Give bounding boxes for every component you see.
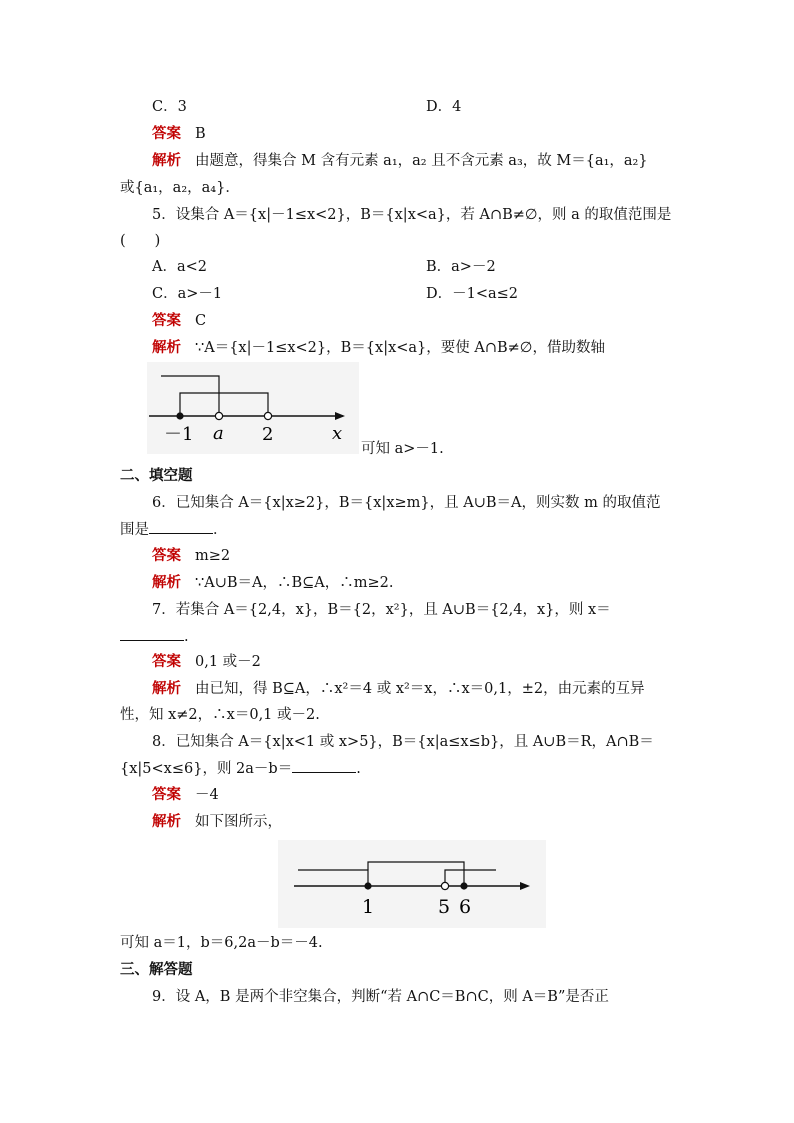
analysis-label: 解析 xyxy=(152,340,181,356)
answer-value: C xyxy=(195,313,207,329)
answer-value: －4 xyxy=(195,787,219,803)
label-two: 2 xyxy=(262,424,274,445)
answer-label: 答案 xyxy=(152,654,181,670)
answer-label: 答案 xyxy=(152,126,181,142)
point-minus-one-closed xyxy=(176,412,183,419)
analysis-label: 解析 xyxy=(152,681,181,697)
q6-stem-end: ． xyxy=(213,522,228,538)
q6-answer-blank xyxy=(149,519,213,534)
q4-answer xyxy=(152,124,676,144)
analysis-text: 如下图所示， xyxy=(195,814,282,830)
label-minus-one: －1 xyxy=(164,424,194,445)
q5-stem-paren: ( ) xyxy=(120,233,161,249)
q4-option-d: D．4 xyxy=(426,99,462,115)
q5-answer xyxy=(152,311,676,331)
point-five-open xyxy=(441,882,448,889)
analysis-label: 解析 xyxy=(152,814,181,830)
analysis-text: 由已知，得 B⊆A，∴x²＝4 或 x²＝x，∴x＝0,1，±2，由元素的互异 xyxy=(195,681,645,697)
answer-label: 答案 xyxy=(152,548,181,564)
q6-stem-cont xyxy=(120,519,676,540)
q8-answer xyxy=(152,785,676,805)
q8-analysis xyxy=(152,812,676,832)
q7-answer xyxy=(152,652,676,672)
q5-analysis xyxy=(152,338,676,358)
label-x: x xyxy=(332,423,343,444)
q7-stem-end: . xyxy=(184,629,189,645)
q5-options-row2 xyxy=(152,284,676,304)
answer-value: 0,1 或－2 xyxy=(195,654,261,670)
label-a: a xyxy=(213,423,224,444)
q6-stem-text: 围是 xyxy=(120,522,149,538)
q4-option-c: C．3 xyxy=(152,99,187,115)
q4-options-row xyxy=(152,97,676,117)
q5-option-d: D．－1<a≤2 xyxy=(426,286,519,302)
answer-label: 答案 xyxy=(152,313,181,329)
label-one: 1 xyxy=(362,896,375,918)
q5-option-b: B．a>－2 xyxy=(426,259,496,275)
q7-stem-cont xyxy=(120,626,676,647)
q8-number-line-figure xyxy=(278,840,546,928)
q5-options-row1 xyxy=(152,257,676,277)
q8-answer-blank xyxy=(292,758,356,773)
q6-answer xyxy=(152,546,676,566)
point-one-closed xyxy=(364,882,371,889)
q7-stem: 7．若集合 A＝{2,4，x}，B＝{2，x²}，且 A∪B＝{2,4，x}，则 x＝ xyxy=(152,602,611,618)
q5-stem: 5．设集合 A＝{x|－1≤x<2}，B＝{x|x<a}，若 A∩B≠∅，则 a 的取值范围是 xyxy=(152,207,672,223)
q5-option-c: C．a>－1 xyxy=(152,286,223,302)
analysis-text: ∵A∪B＝A，∴B⊆A，∴m≥2. xyxy=(195,575,394,591)
q8-stem-end: . xyxy=(356,761,361,777)
label-six: 6 xyxy=(459,896,472,918)
figure-background xyxy=(278,840,546,928)
label-five: 5 xyxy=(438,896,451,918)
q6-stem: 6．已知集合 A＝{x|x≥2}，B＝{x|x≥m}，且 A∪B＝A，则实数 m 的取值范 xyxy=(152,495,661,511)
q7-analysis-cont: 性，知 x≠2，∴x＝0,1 或－2. xyxy=(120,707,320,723)
point-six-closed xyxy=(460,882,467,889)
q8-stem-cont xyxy=(120,758,676,779)
analysis-label: 解析 xyxy=(152,575,181,591)
q7-answer-blank xyxy=(120,626,184,641)
section-title-fill-in: 二、填空题 xyxy=(120,468,193,484)
q8-stem-text: {x|5<x≤6}，则 2a－b＝ xyxy=(120,761,293,777)
answer-value: B xyxy=(195,126,206,142)
q9-stem: 9．设 A，B 是两个非空集合，判断“若 A∩C＝B∩C，则 A＝B”是否正 xyxy=(152,989,609,1005)
section-title-solutions: 三、解答题 xyxy=(120,962,193,978)
analysis-text: ∵A＝{x|－1≤x<2}，B＝{x|x<a}，要使 A∩B≠∅，借助数轴 xyxy=(195,340,605,356)
q7-analysis xyxy=(152,679,676,699)
answer-value: m≥2 xyxy=(195,548,231,564)
point-two-open xyxy=(264,412,271,419)
point-a-open xyxy=(215,412,222,419)
q8-conclusion: 可知 a＝1，b＝6,2a－b＝－4. xyxy=(120,935,323,951)
q8-stem: 8．已知集合 A＝{x|x<1 或 x>5}，B＝{x|a≤x≤b}，且 A∪B＝R，A∩B＝ xyxy=(152,734,654,750)
q4-analysis-cont: 或{a₁，a₂，a₄}． xyxy=(120,180,240,196)
analysis-label: 解析 xyxy=(152,153,181,169)
answer-label: 答案 xyxy=(152,787,181,803)
q4-analysis xyxy=(152,151,676,171)
q5-conclusion: 可知 a>－1. xyxy=(361,441,444,457)
analysis-text: 由题意，得集合 M 含有元素 a₁，a₂ 且不含元素 a₃，故 M＝{a₁，a₂} xyxy=(195,153,648,169)
q6-analysis xyxy=(152,573,676,593)
q5-option-a: A．a<2 xyxy=(152,259,207,275)
q5-number-line-figure xyxy=(147,362,359,454)
